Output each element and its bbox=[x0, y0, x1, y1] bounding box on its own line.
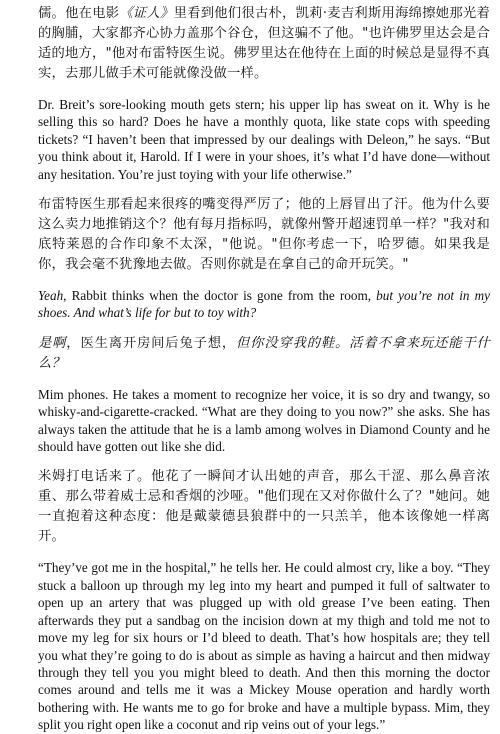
italic-text-segment: 《证人》 bbox=[119, 6, 174, 21]
chinese-paragraph bbox=[38, 4, 490, 84]
text-segment: Mim phones. He takes a moment to recognize her voice, it is so dry and twangy, so whisky-and-cigarette-cracked. “What are they doing to you now?” she asks. She has always taken the attitude that he is a lamb among wolves in Diamond County and he should have gotten out like she did. bbox=[38, 386, 490, 455]
text-segment: ，医生离开房间后兔子想， bbox=[66, 335, 237, 351]
text-segment: 里看到他们很古朴，凯莉·麦吉利斯用海绵擦她那光着的胸脯，大家都齐心协力盖那个谷仓，但这骗不了他。"也许佛罗里达会是合适的地方，"他对布雷特医生说。佛罗里达在他待在上面的时候总是显得不真实，去那儿做手术可能就像没做一样。 bbox=[38, 6, 490, 81]
text-segment: 米姆打电话来了。他花了一瞬间才认出她的声音，那么干涩、那么鼻音浓重、那么带着威士忌和香烟的沙哑。"他们现在又对你做什么了？"她问。她一直抱着这种态度：他是戴蒙德县狼群中的一只羔羊，他本该像她一样离开。 bbox=[38, 469, 490, 545]
english-paragraph bbox=[38, 96, 490, 183]
italic-text-segment: 但你没穿我的鞋。活着不拿来玩还能干什么？ bbox=[38, 335, 490, 371]
italic-text-segment: 是啊 bbox=[38, 335, 67, 351]
italic-text-segment: Yeah bbox=[38, 288, 64, 304]
text-segment: 布雷特医生那看起来很疼的嘴变得严厉了；他的上唇冒出了汗。他为什么要这么卖力地推销这个？他有每月指标吗，就像州警开超速罚单一样？"我对和底特莱恩的合作印象不太深，"他说。"但你考虑一下，哈罗德。如果我是你，我会毫不犹豫地去做。否则你就是在拿自己的命开玩笑。" bbox=[38, 197, 490, 273]
english-paragraph bbox=[38, 386, 490, 456]
english-paragraph bbox=[38, 559, 490, 733]
chinese-paragraph bbox=[38, 467, 490, 547]
text-segment: Dr. Breit’s sore-looking mouth gets stern; his upper lip has sweat on it. Why is he selling this so hard? Does he have a monthly quota, like state cops with speeding tickets? “I haven’t been that impressed by our dealings with Deleon,” he says. “But you think about it, Harold. If I were in your shoes, it’s what I’d have done—without any hesitation. You’re just toying with your life otherwise.” bbox=[38, 97, 490, 182]
text-segment: 儒。他在电影 bbox=[38, 6, 120, 21]
chinese-paragraph bbox=[38, 334, 490, 374]
english-paragraph bbox=[38, 287, 490, 322]
text-segment: , Rabbit thinks when the doctor is gone from the room, bbox=[63, 288, 377, 304]
italic-text-segment: but you’re not in my shoes. And what’s life for but to toy with? bbox=[38, 288, 491, 321]
chinese-paragraph bbox=[38, 195, 490, 275]
text-segment: “They’ve got me in the hospital,” he tells her. He could almost cry, like a boy. “They stuck a balloon up through my leg into my heart and pumped it full of saltwater to open up an artery that was plugged up with old grease I’ve been eating. Then afterwards they put a sandbag on the incision down at my thigh and told me not to move my leg for six hours or I’d bleed to death. That’s how hospitals are; they tell you what they’re going to do is about as simple as having a haircut and then midway through they tell you you might bleed to death. And then this morning the doctor comes around and tells me it was a Mickey Mouse operation and hardly worth bothering with. He wants me to go for broke and have a multiple bypass. Mim, they split you right open like a coconut and rip veins out of your legs.” bbox=[38, 560, 490, 733]
